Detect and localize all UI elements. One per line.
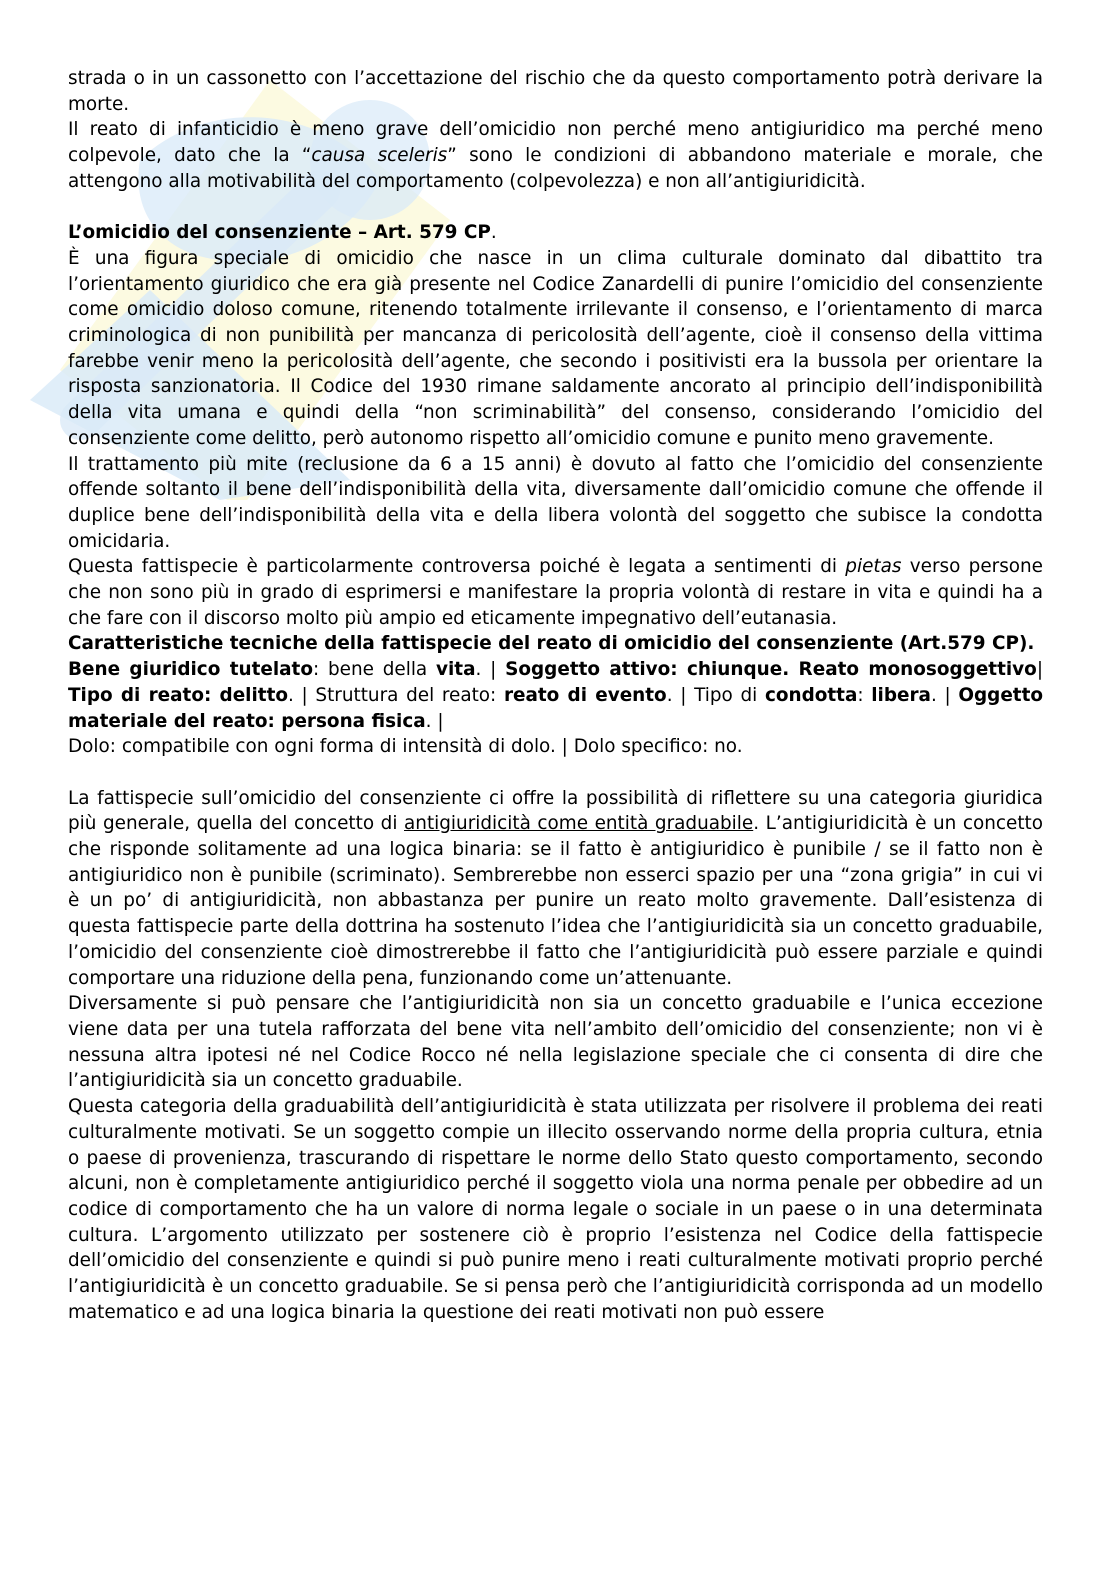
spec-reato-evento: reato di evento [503,684,667,706]
paragraph-7: Diversamente si può pensare che l’antigiuridicità non sia un concetto graduabile e l’unica eccezione viene data per una tutela rafforzata del bene vita nell’ambito dell’omicidio del consenziente; non vi è nessuna altra ipotesi né nel Codice Rocco né nella legislazione speciale che ci consenta di dire che l’antigiuridicità sia un concetto graduabile. [68,993,1043,1092]
paragraph-6-b: . L’antigiuridicità è un concetto che risponde solitamente ad una logica binaria: se il fatto è antigiuridico è punibile / se il fatto non è antigiuridico non è punibile (scriminato). Sembrerebbe non esserci spazio per una “zona grigia” in cui vi è un po’ di antigiuridicità, non abbastanza per punire un reato molto gravemente. Dall’esistenza di questa fattispecie parte della dottrina ha sostenuto l’idea che l’antigiuridicità sia un concetto graduabile, l’omicidio del consenziente cioè dimostrerebbe il fatto che l’antigiuridicità può essere parziale e quindi comportare una riduzione della pena, funzionando come un’attenuante. [68,813,1043,989]
heading-1-bold: L’omicidio del consenziente – Art. 579 CP [68,222,491,244]
term-antigiuridicita-graduabile: antigiuridicità come entità graduabile [404,813,754,835]
spec-text: : [857,684,872,706]
heading-2-bold: Caratteristiche tecniche della fattispecie del reato di omicidio del consenziente (Art.579 CP). [68,633,1035,655]
blank-line [68,760,1043,786]
section-heading-caratteristiche [68,631,1043,657]
spec-text: : bene della [312,659,436,681]
document-page [68,66,1043,1325]
spec-tipo-reato: Tipo di reato: delitto [68,684,289,706]
spec-separator: . | [930,684,959,706]
spec-separator: | [1036,659,1044,681]
paragraph-2-a: Il reato di infanticidio è meno grave dell’omicidio non perché meno antigiuridico ma perché meno colpevole, dato che la “ [68,119,1043,167]
blank-line [68,195,1043,221]
spec-bene-label: Bene giuridico tutelato [68,659,313,681]
spec-libera: libera [871,684,931,706]
paragraph-1: strada o in un cassonetto con l’accettazione del rischio che da questo comportamento potrà derivare la morte. [68,68,1043,115]
paragraph-4: Il trattamento più mite (reclusione da 6 a 15 anni) è dovuto al fatto che l’omicidio del consenziente offende soltanto il bene dell’indisponibilità della vita, diversamente dall’omicidio comune che offende il duplice bene dell’indisponibilità della vita e della libera volontà del soggetto che subisce la condotta omicidaria. [68,453,1043,552]
paragraph-6 [68,786,1043,992]
paragraph-6-a: La fattispecie sull’omicidio del consenziente ci offre la possibilità di riflettere su una categoria giuridica più generale, quella del concetto di [68,787,1043,835]
heading-1-tail: . [490,222,497,244]
spec-oggetto-materiale: Oggetto materiale del reato: persona fisica [68,684,1044,732]
spec-text: . | Struttura del reato: [288,684,504,706]
spec-soggetto-attivo: Soggetto attivo: chiunque. Reato monosoggettivo [505,659,1037,681]
paragraph-5 [68,554,1043,631]
section-heading-omicidio-consenziente [68,220,1043,246]
paragraph-3: È una figura speciale di omicidio che nasce in un clima culturale dominato dal dibattito tra l’orientamento giuridico che era già presente nel Codice Zanardelli di punire l’omicidio del consenziente come omicidio doloso comune, ritenendo totalmente irrilevante il consenso, e l’orientamento di marca criminologica di non punibilità per mancanza di pericolosità dell’agente, cioè il consenso della vittima farebbe venir meno la pericolosità dell’agente, che secondo i positivisti era la bussola per orientare la risposta sanzionatoria. Il Codice del 1930 rimane saldamente ancorato al principio dell’indisponibilità della vita umana e quindi della “non scriminabilità” del consenso, considerando l’omicidio del consenziente come delitto, però autonomo rispetto all’omicidio comune e punito meno gravemente. [68,247,1043,449]
specs-dolo-line: Dolo: compatibile con ogni forma di intensità di dolo. | Dolo specifico: no. [68,736,743,758]
paragraph-5-a: Questa fattispecie è particolarmente controversa poiché è legata a sentimenti di [68,556,846,578]
spec-text: . | Tipo di [666,684,765,706]
spec-separator: . | [475,659,506,681]
spec-vita: vita [436,659,476,681]
spec-condotta: condotta [764,684,858,706]
specs-paragraph [68,657,1043,734]
paragraph-2-b: ” sono le condizioni di abbandono materiale e morale, che attengono alla motivabilità del comportamento (colpevolezza) e non all’antigiuridicità. [68,145,1043,192]
paragraph-5-b: verso persone che non sono più in grado di esprimersi e manifestare la propria volontà di restare in vita e quindi ha a che fare con il discorso molto più ampio ed eticamente impegnativo dell’eutanasia. [68,556,1043,629]
term-pietas: pietas [845,556,902,578]
paragraph-8: Questa categoria della graduabilità dell’antigiuridicità è stata utilizzata per risolvere il problema dei reati culturalmente motivati. Se un soggetto compie un illecito osservando norme della propria cultura, etnia o paese di provenienza, trascurando di rispettare le norme dello Stato questo comportamento, secondo alcuni, non è completamente antigiuridico perché il soggetto viola una norma penale per obbedire ad un codice di comportamento che ha un valore di norma legale o sociale in un paese o in una determinata cultura. L’argomento utilizzato per sostenere ciò è proprio l’esistenza nel Codice della fattispecie dell’omicidio del consenziente e quindi si può punire meno i reati culturalmente motivati proprio perché l’antigiuridicità è un concetto graduabile. Se si pensa però che l’antigiuridicità corrisponda ad un modello matematico e ad una logica binaria la questione dei reati motivati non può essere [68,1096,1043,1323]
paragraph-2 [68,117,1043,194]
spec-separator: . | [425,710,444,732]
term-causa-sceleris: causa sceleris [311,145,448,167]
